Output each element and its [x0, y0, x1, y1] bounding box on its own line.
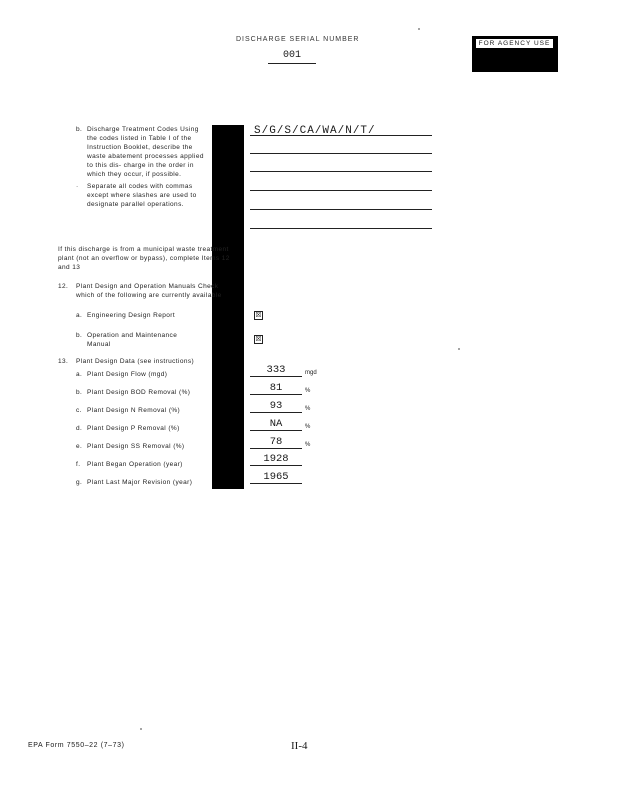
item-b-instructions: Discharge Treatment Codes Using the codes listed in Table I of the Instruction Booklet, describe the waste abatement processes applied to this dis- charge in the order in which they occur, if possible. [87, 126, 204, 178]
code-line [250, 153, 432, 154]
code-line [250, 209, 432, 210]
serial-number-label: DISCHARGE SERIAL NUMBER [236, 36, 360, 43]
item-13g-label: Plant Last Major Revision (year) [87, 479, 193, 486]
operation-manual-checkbox[interactable]: ☒ [255, 336, 262, 343]
ss-removal-value: 78 [250, 436, 302, 449]
agency-use-box [472, 36, 558, 72]
scan-speck [418, 28, 420, 30]
item-b-letter: b. [76, 126, 83, 133]
p-removal-value: NA [250, 418, 302, 431]
engineering-report-checkbox[interactable]: ☒ [255, 312, 262, 319]
item-13c-label: Plant Design N Removal (%) [87, 407, 181, 414]
bod-removal-value: 81 [250, 382, 302, 395]
item-13g-letter: g. [76, 479, 83, 486]
item-13b-letter: b. [76, 389, 83, 396]
ss-removal-unit: % [305, 442, 311, 448]
item-13-heading: Plant Design Data (see instructions) [76, 358, 195, 365]
bod-removal-unit: % [305, 388, 311, 394]
n-removal-value: 93 [250, 400, 302, 413]
page-number: II-4 [291, 740, 308, 752]
design-flow-value: 333 [250, 364, 302, 377]
item-13e-label: Plant Design SS Removal (%) [87, 443, 185, 450]
scan-speck [458, 348, 460, 350]
item-13b-label: Plant Design BOD Removal (%) [87, 389, 191, 396]
item-12-number: 12. [58, 283, 69, 290]
code-line [250, 190, 432, 191]
item-13a-letter: a. [76, 371, 83, 378]
last-revision-value: 1965 [250, 471, 302, 484]
p-removal-unit: % [305, 424, 311, 430]
item-13-number: 13. [58, 358, 69, 365]
item-13f-label: Plant Began Operation (year) [87, 461, 183, 468]
code-line [250, 135, 432, 136]
item-13e-letter: e. [76, 443, 83, 450]
item-12b-letter: b. [76, 332, 83, 339]
item-13c-letter: c. [76, 407, 82, 414]
serial-number-value: 001 [268, 50, 316, 64]
scan-speck [140, 728, 142, 730]
agency-use-label: FOR AGENCY USE [475, 38, 554, 49]
item-13d-label: Plant Design P Removal (%) [87, 425, 180, 432]
item-12b-label: Operation and Maintenance Manual [87, 332, 178, 348]
began-operation-value: 1928 [250, 453, 302, 466]
n-removal-unit: % [305, 406, 311, 412]
item-12a-label: Engineering Design Report [87, 312, 176, 319]
item-13d-letter: d. [76, 425, 83, 432]
item-12a-letter: a. [76, 312, 83, 319]
code-line [250, 171, 432, 172]
design-flow-unit: mgd [305, 370, 317, 376]
treatment-code-value: S/G/S/CA/WA/N/T/ [254, 125, 376, 137]
item-13a-label: Plant Design Flow (mgd) [87, 371, 168, 378]
item-12-heading: Plant Design and Operation Manuals Check which of the following are currently available [76, 283, 222, 299]
item-13f-letter: f. [76, 461, 81, 468]
form-identifier: EPA Form 7550–22 (7–73) [28, 742, 125, 749]
item-b-note-bullet: · [76, 183, 79, 190]
municipal-note: If this discharge is from a municipal waste treatment plant (not an overflow or bypass), complete Items 12 and 13 [58, 246, 230, 271]
code-line [250, 228, 432, 229]
item-b-note: Separate all codes with commas except where slashes are used to designate parallel operations. [87, 183, 197, 208]
redaction-column [212, 125, 244, 489]
